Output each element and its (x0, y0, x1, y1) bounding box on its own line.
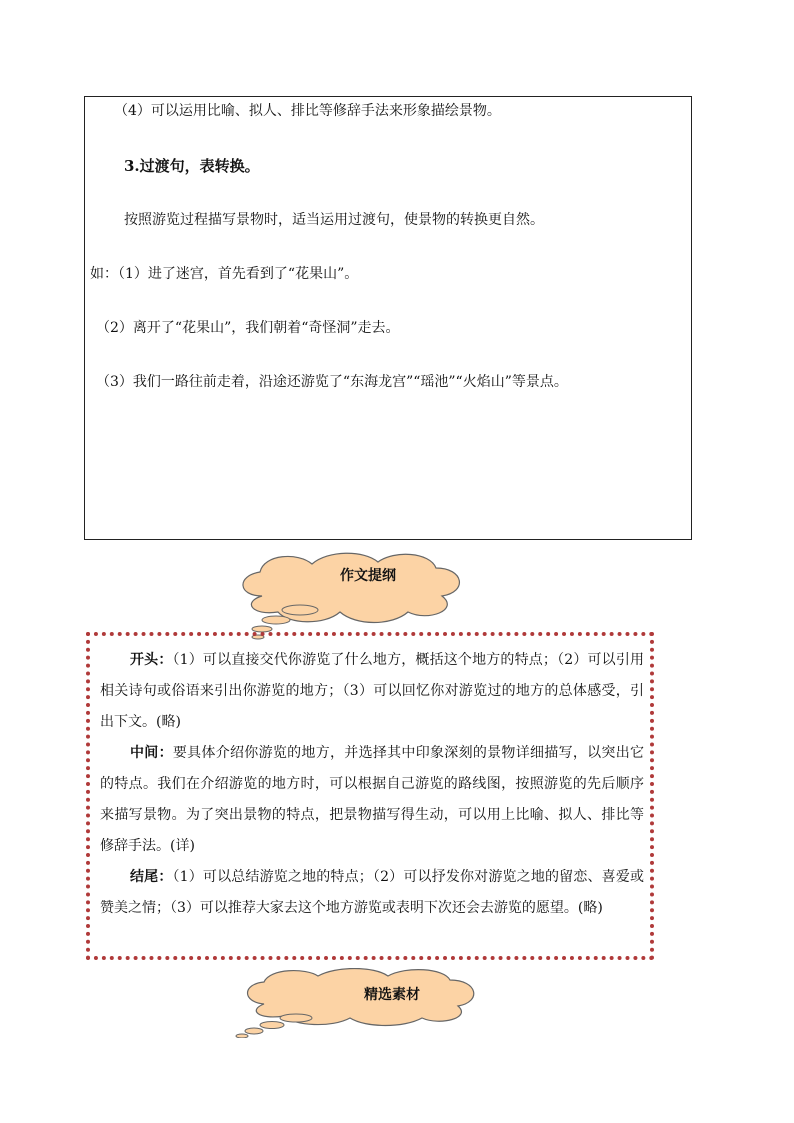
ending-text: （1）可以总结游览之地的特点；（2）可以抒发你对游览之地的留恋、喜爱或赞美之情；（3）可以推荐大家去这个地方游览或表明下次还会去游览的愿望。(略) (100, 869, 645, 916)
example-line-2: （2）离开了“花果山”，我们朝着“奇怪洞”走去。 (96, 320, 400, 336)
opening-text: （1）可以直接交代你游览了什么地方，概括这个地方的特点；（2）可以引用相关诗句或俗语来引出你游览的地方；（3）可以回忆你对游览过的地方的总体感受，引出下文。(略) (100, 652, 645, 730)
middle-label: 中间： (130, 745, 173, 761)
opening-label: 开头： (130, 652, 173, 668)
materials-title: 精选素材 (364, 987, 420, 1003)
tip-line-transition: 按照游览过程描写景物时，适当运用过渡句，使景物的转换更自然。 (124, 212, 544, 228)
example-line-1: 如：（1）进了迷宫，首先看到了“花果山”。 (90, 266, 359, 282)
outline-ending (100, 862, 644, 924)
outline-opening (100, 645, 644, 738)
outline-title: 作文提纲 (340, 568, 396, 584)
middle-text: 要具体介绍你游览的地方，并选择其中印象深刻的景物详细描写，以突出它的特点。我们在介绍游览的地方时，可以根据自己游览的路线图，按照游览的先后顺序来描写景物。为了突出景物的特点，把景物描写得生动，可以用上比喻、拟人、排比等修辞手法。(详) (100, 745, 645, 854)
example-line-3: （3）我们一路往前走着，沿途还游览了“东海龙宫”“瑶池”“火焰山”等景点。 (96, 374, 568, 390)
tip-heading-transition: 3.过渡句，表转换。 (124, 157, 260, 175)
outline-middle (100, 738, 644, 862)
tip-line-rhetoric: （4）可以运用比喻、拟人、排比等修辞手法来形象描绘景物。 (114, 103, 501, 119)
ending-label: 结尾： (130, 869, 173, 885)
